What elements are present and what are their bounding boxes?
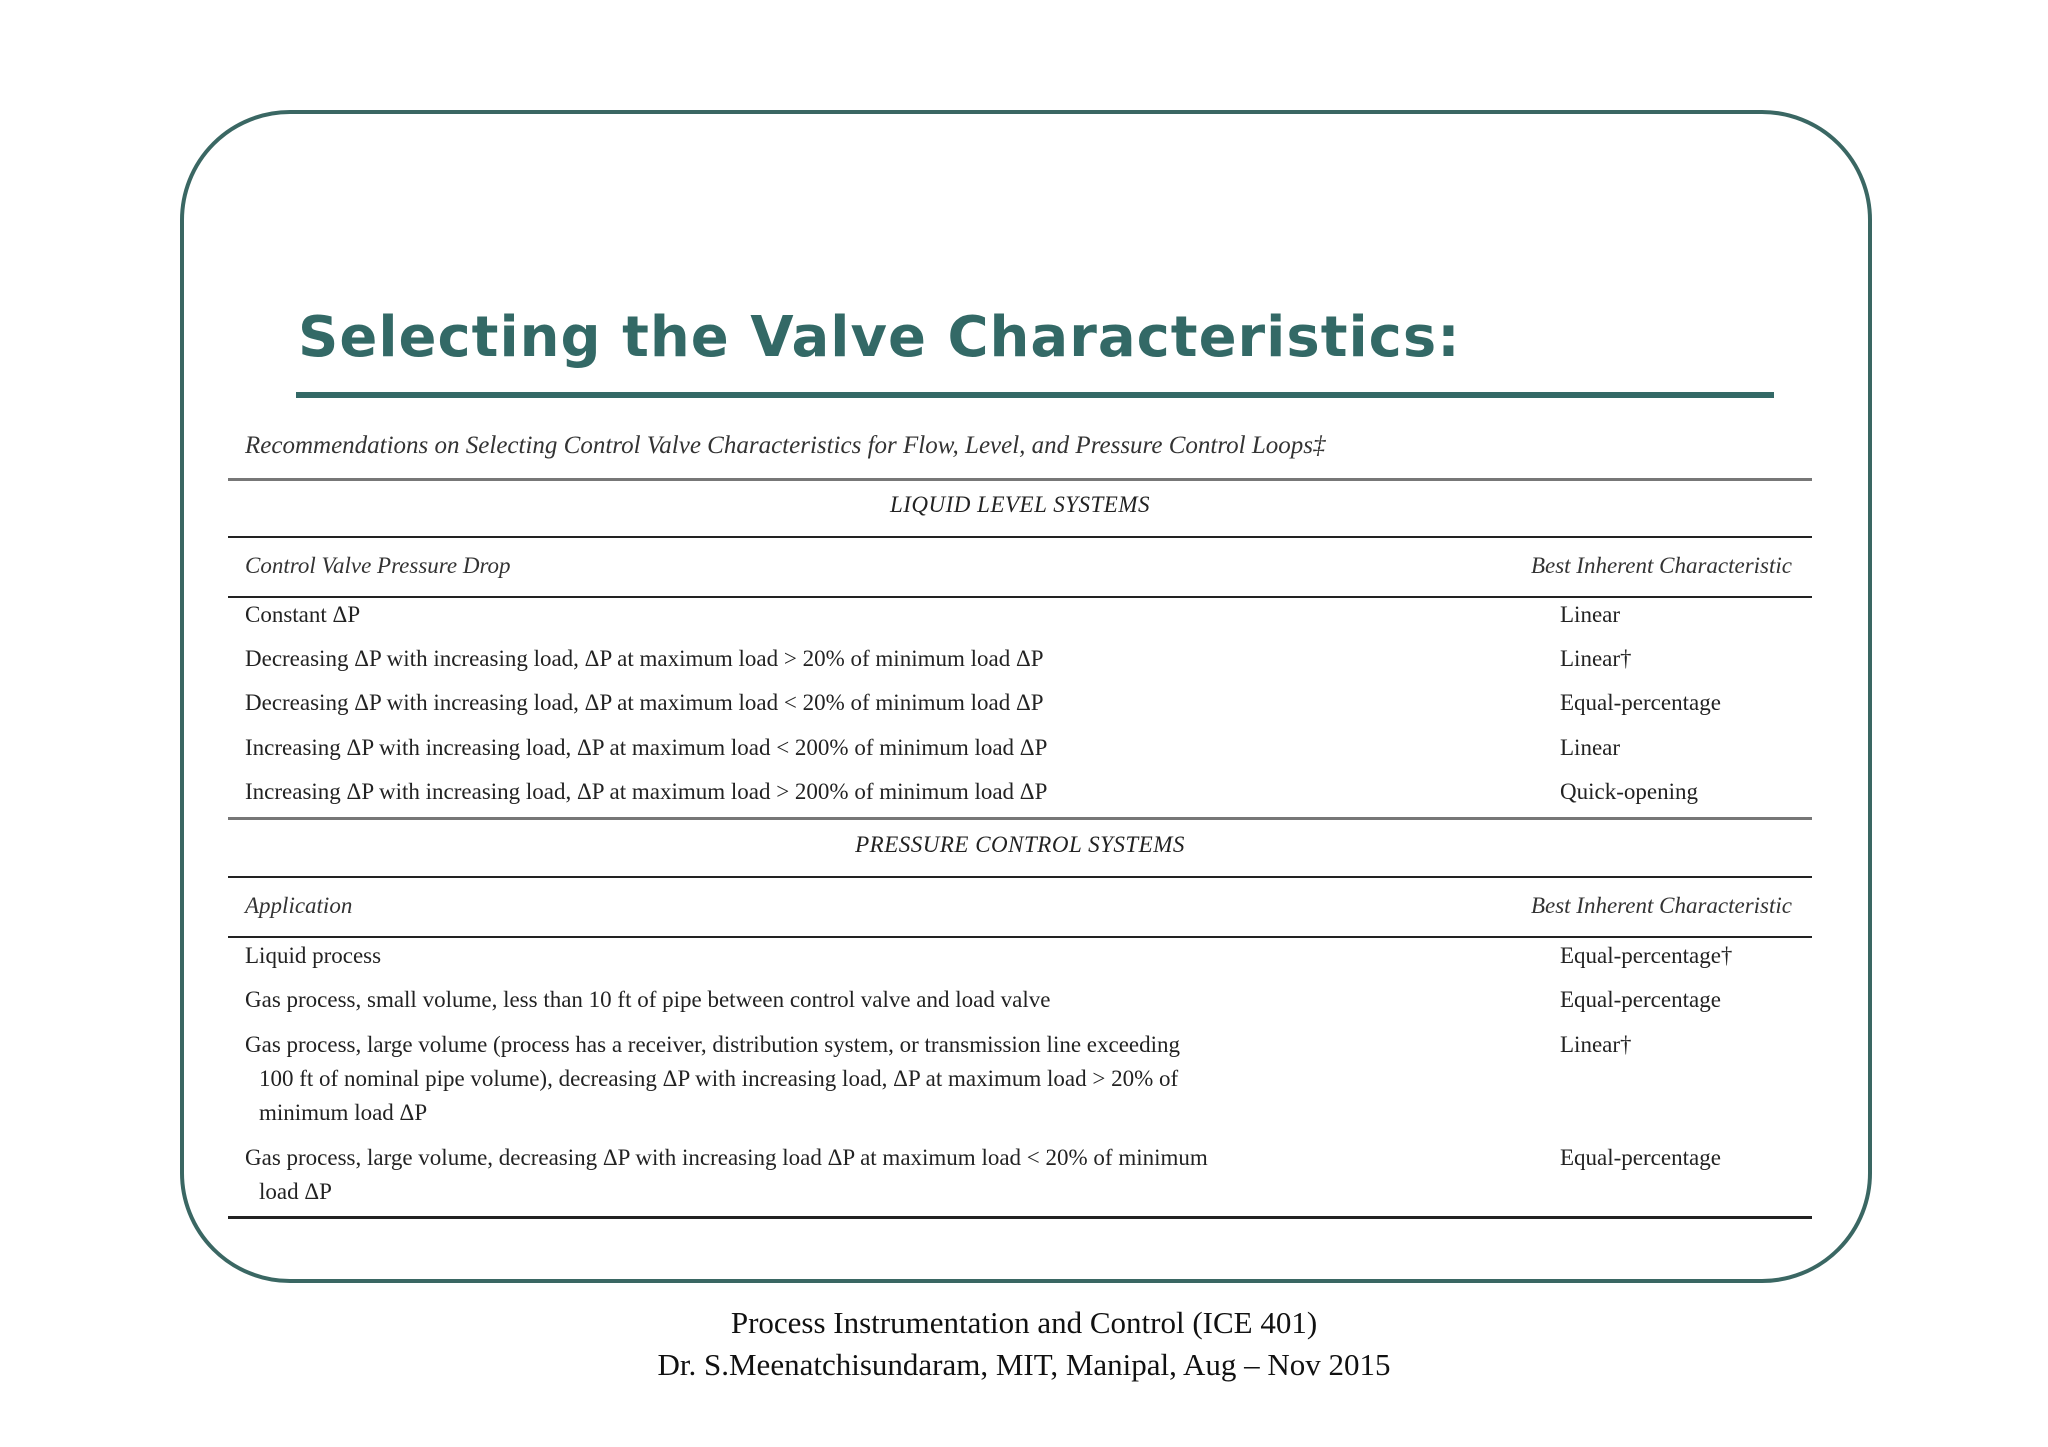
table-cell-condition: Increasing ΔP with increasing load, ΔP at maximum load < 200% of minimum load ΔP xyxy=(245,735,1048,760)
footer-course: Process Instrumentation and Control (ICE 401) xyxy=(730,1305,1318,1340)
table-cell-characteristic: Equal-percentage xyxy=(1560,690,1721,715)
table-cell-characteristic: Linear† xyxy=(1560,646,1632,671)
column-header-characteristic: Best Inherent Characteristic xyxy=(1530,893,1792,918)
cell-line: Gas process, large volume (process has a receiver, distribution system, or transmission line exceeding xyxy=(245,1032,1181,1057)
column-header-characteristic: Best Inherent Characteristic xyxy=(1530,553,1792,578)
table-cell-characteristic: Quick-opening xyxy=(1560,779,1698,804)
cell-line: load ΔP xyxy=(259,1179,332,1204)
cell-line: minimum load ΔP xyxy=(259,1100,428,1125)
table-rule xyxy=(228,536,1812,538)
table-caption: Recommendations on Selecting Control Valve Characteristics for Flow, Level, and Pressure Control Loops‡ xyxy=(245,432,1326,459)
section-pressure-control: PRESSURE CONTROL SYSTEMS xyxy=(855,832,1185,857)
table-cell-characteristic: Equal-percentage† xyxy=(1560,943,1733,968)
title-underline xyxy=(296,392,1774,398)
cell-line: 100 ft of nominal pipe volume), decreasing ΔP with increasing load, ΔP at maximum load > 20% of xyxy=(259,1066,1179,1091)
table-cell-condition: Constant ΔP xyxy=(245,602,361,627)
footer-author: Dr. S.Meenatchisundaram, MIT, Manipal, Aug – Nov 2015 xyxy=(657,1347,1391,1382)
table-cell-characteristic: Equal-percentage xyxy=(1560,1145,1721,1170)
column-header-pressure-drop: Control Valve Pressure Drop xyxy=(245,553,511,578)
footer xyxy=(0,1302,2048,1386)
table-cell-application xyxy=(245,1141,1345,1209)
table-rule xyxy=(228,817,1812,820)
table-rule xyxy=(228,876,1812,878)
cell-line: Gas process, small volume, less than 10 ft of pipe between control valve and load valve xyxy=(245,987,1051,1012)
table-bottom-rule xyxy=(228,1216,1812,1219)
table-rule xyxy=(228,936,1812,938)
table-cell-condition: Decreasing ΔP with increasing load, ΔP at maximum load < 20% of minimum load ΔP xyxy=(245,690,1044,715)
table-cell-application xyxy=(245,1028,1345,1130)
cell-line: Liquid process xyxy=(245,943,382,968)
table-cell-application xyxy=(245,939,1345,973)
cell-line: Gas process, large volume, decreasing ΔP with increasing load ΔP at maximum load < 20% of minimum xyxy=(245,1145,1208,1170)
table-cell-characteristic: Linear† xyxy=(1560,1032,1632,1057)
slide-title: Selecting the Valve Characteristics: xyxy=(298,305,1461,370)
column-header-application: Application xyxy=(245,893,353,918)
table-cell-characteristic: Linear xyxy=(1560,735,1621,760)
table-cell-condition: Decreasing ΔP with increasing load, ΔP at maximum load > 20% of minimum load ΔP xyxy=(245,646,1044,671)
table-cell-characteristic: Linear xyxy=(1560,602,1621,627)
table-cell-application xyxy=(245,983,1345,1017)
table-cell-characteristic: Equal-percentage xyxy=(1560,987,1721,1012)
table-top-rule xyxy=(228,478,1812,481)
table-cell-condition: Increasing ΔP with increasing load, ΔP at maximum load > 200% of minimum load ΔP xyxy=(245,779,1048,804)
section-liquid-level: LIQUID LEVEL SYSTEMS xyxy=(889,492,1151,517)
